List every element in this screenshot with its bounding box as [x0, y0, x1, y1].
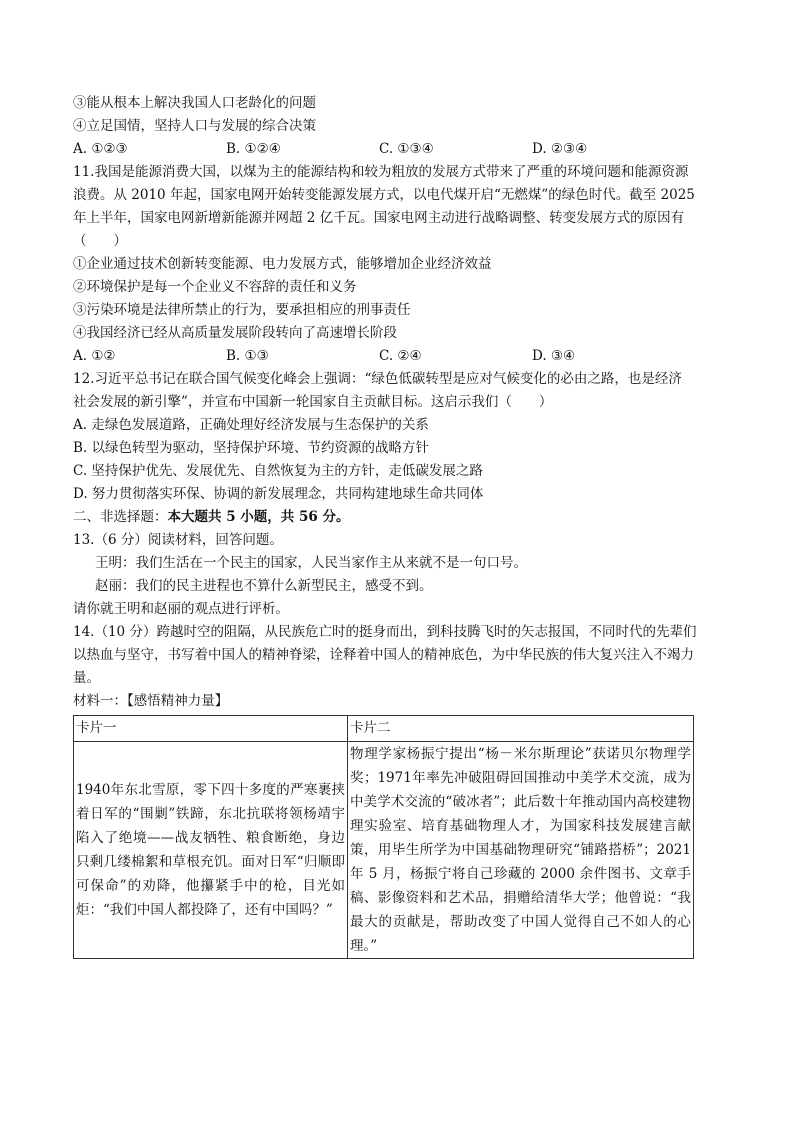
option-b: B. ①②④ — [226, 141, 281, 157]
q11-options — [73, 345, 723, 368]
option-d: D. ③④ — [532, 348, 576, 364]
card-1-text: 1940年东北雪原，零下四十多度的严寒裹挟着日军的“围剿”铁蹄，东北抗联将领杨靖宇陷入了绝境——战友牺牲、粮食断绝，身边只剩几缕棉絮和草根充饥。面对日军“归顺即可保命”的劝降，他攥紧手中的枪，目光如炬：“我们中国人都投降了，还有中国吗？” — [76, 782, 345, 918]
section-heading — [73, 506, 723, 529]
option-d: D. ②③④ — [532, 141, 588, 157]
q12-option-b: B. 以绿色转型为驱动，坚持保护环境、节约资源的战略方针 — [73, 440, 430, 456]
q12-option-a: A. 走绿色发展道路，正确处理好经济发展与生态保护的关系 — [73, 417, 429, 433]
q13-zhao-li: 赵丽：我们的民主进程也不算什么新型民主，感受不到。 — [95, 578, 433, 594]
option-a: A. ①② — [73, 348, 116, 364]
q14-stem-line: 14.（10 分）跨越时空的阻隔，从民族危亡时的挺身而出，到科技腾飞时的矢志报国，不同时代的先辈们 — [73, 624, 697, 640]
q14-stem-line: 以热血与坚守，书写着中国人的精神脊梁，诠释着中国人的精神底色，为中华民族的伟大复兴注入不竭力 — [73, 647, 694, 663]
q12-option-c: C. 坚持保护优先、发展优先、自然恢复为主的方针，走低碳发展之路 — [73, 463, 483, 479]
table-row — [74, 742, 694, 959]
exam-page — [73, 92, 723, 959]
q13-wang-ming: 王明：我们生活在一个民主的国家，人民当家作主从来就不是一句口号。 — [95, 555, 527, 571]
card-2-cell — [348, 742, 694, 959]
q11-stem-line: 11.我国是能源消费大国，以煤为主的能源结构和较为粗放的发展方式带来了严重的环境问题和能源资源 — [73, 164, 689, 180]
q12-stem-line: 12.习近平总书记在联合国气候变化峰会上强调：“绿色低碳转型是应对气候变化的必由之路，也是经济 — [73, 371, 682, 387]
cards-table — [73, 715, 694, 959]
card-1-cell — [74, 742, 348, 959]
q13-title: 13.（6 分）阅读材料，回答问题。 — [73, 532, 283, 548]
q11-answer-bracket: （ ） — [73, 233, 127, 249]
option-c: C. ①③④ — [379, 141, 434, 157]
option-a: A. ①②③ — [73, 141, 128, 157]
q11-statement: ④我国经济已经从高质量发展阶段转向了高速增长阶段 — [73, 325, 397, 341]
section-prefix: 二、非选择题： — [73, 509, 168, 525]
statement-3: ③能从根本上解决我国人口老龄化的问题 — [73, 95, 316, 111]
option-b: B. ①③ — [226, 348, 269, 364]
statement-4: ④立足国情，坚持人口与发展的综合决策 — [73, 118, 316, 134]
q14-stem-line: 量。 — [73, 670, 100, 686]
card-2-title: 卡片二 — [348, 716, 694, 742]
table-header-row — [74, 716, 694, 742]
q10-options — [73, 138, 723, 161]
material-1-heading: 材料一：【感悟精神力量】 — [73, 693, 229, 709]
card-2-text: 物理学家杨振宁提出“杨－米尔斯理论”获诺贝尔物理学奖；1971年率先冲破阻碍回国推动中美学术交流，成为中美学术交流的“破冰者”；此后数十年推动国内高校建物理实验室、培育基础物理人才，为国家科技发展建言献策，用毕生所学为中国基础物理研究“铺路搭桥”；2021 年 5 月，杨振宁将自己珍藏的 2000 余件图书、文章手稿、影像资料和艺术品，捐赠给清华大学；他曾说：“我最大的贡献是，帮助改变了中国人觉得自己不如人的心理。” — [350, 746, 691, 954]
q12-stem-line: 社会发展的新引擎”，并宣布中国新一轮国家自主贡献目标。这启示我们（ ） — [73, 394, 553, 410]
card-1-title: 卡片一 — [74, 716, 348, 742]
q11-stem-line: 年上半年，国家电网新增新能源并网超 2 亿千瓦。国家电网主动进行战略调整、转变发展方式的原因有 — [73, 210, 685, 226]
option-c: C. ②④ — [379, 348, 422, 364]
q13-question: 请你就王明和赵丽的观点进行评析。 — [73, 601, 289, 617]
q12-option-d: D. 努力贯彻落实环保、协调的新发展理念，共同构建地球生命共同体 — [73, 486, 484, 502]
q11-stem-line: 浪费。从 2010 年起，国家电网开始转变能源发展方式，以电代煤开启“无燃煤”的绿色时代。截至 2025 — [73, 187, 695, 203]
q11-statement: ②环境保护是每一个企业义不容辞的责任和义务 — [73, 279, 357, 295]
section-summary: 本大题共 5 小题，共 56 分。 — [167, 509, 350, 525]
q11-statement: ①企业通过技术创新转变能源、电力发展方式，能够增加企业经济效益 — [73, 256, 492, 272]
q11-statement: ③污染环境是法律所禁止的行为，要承担相应的刑事责任 — [73, 302, 411, 318]
